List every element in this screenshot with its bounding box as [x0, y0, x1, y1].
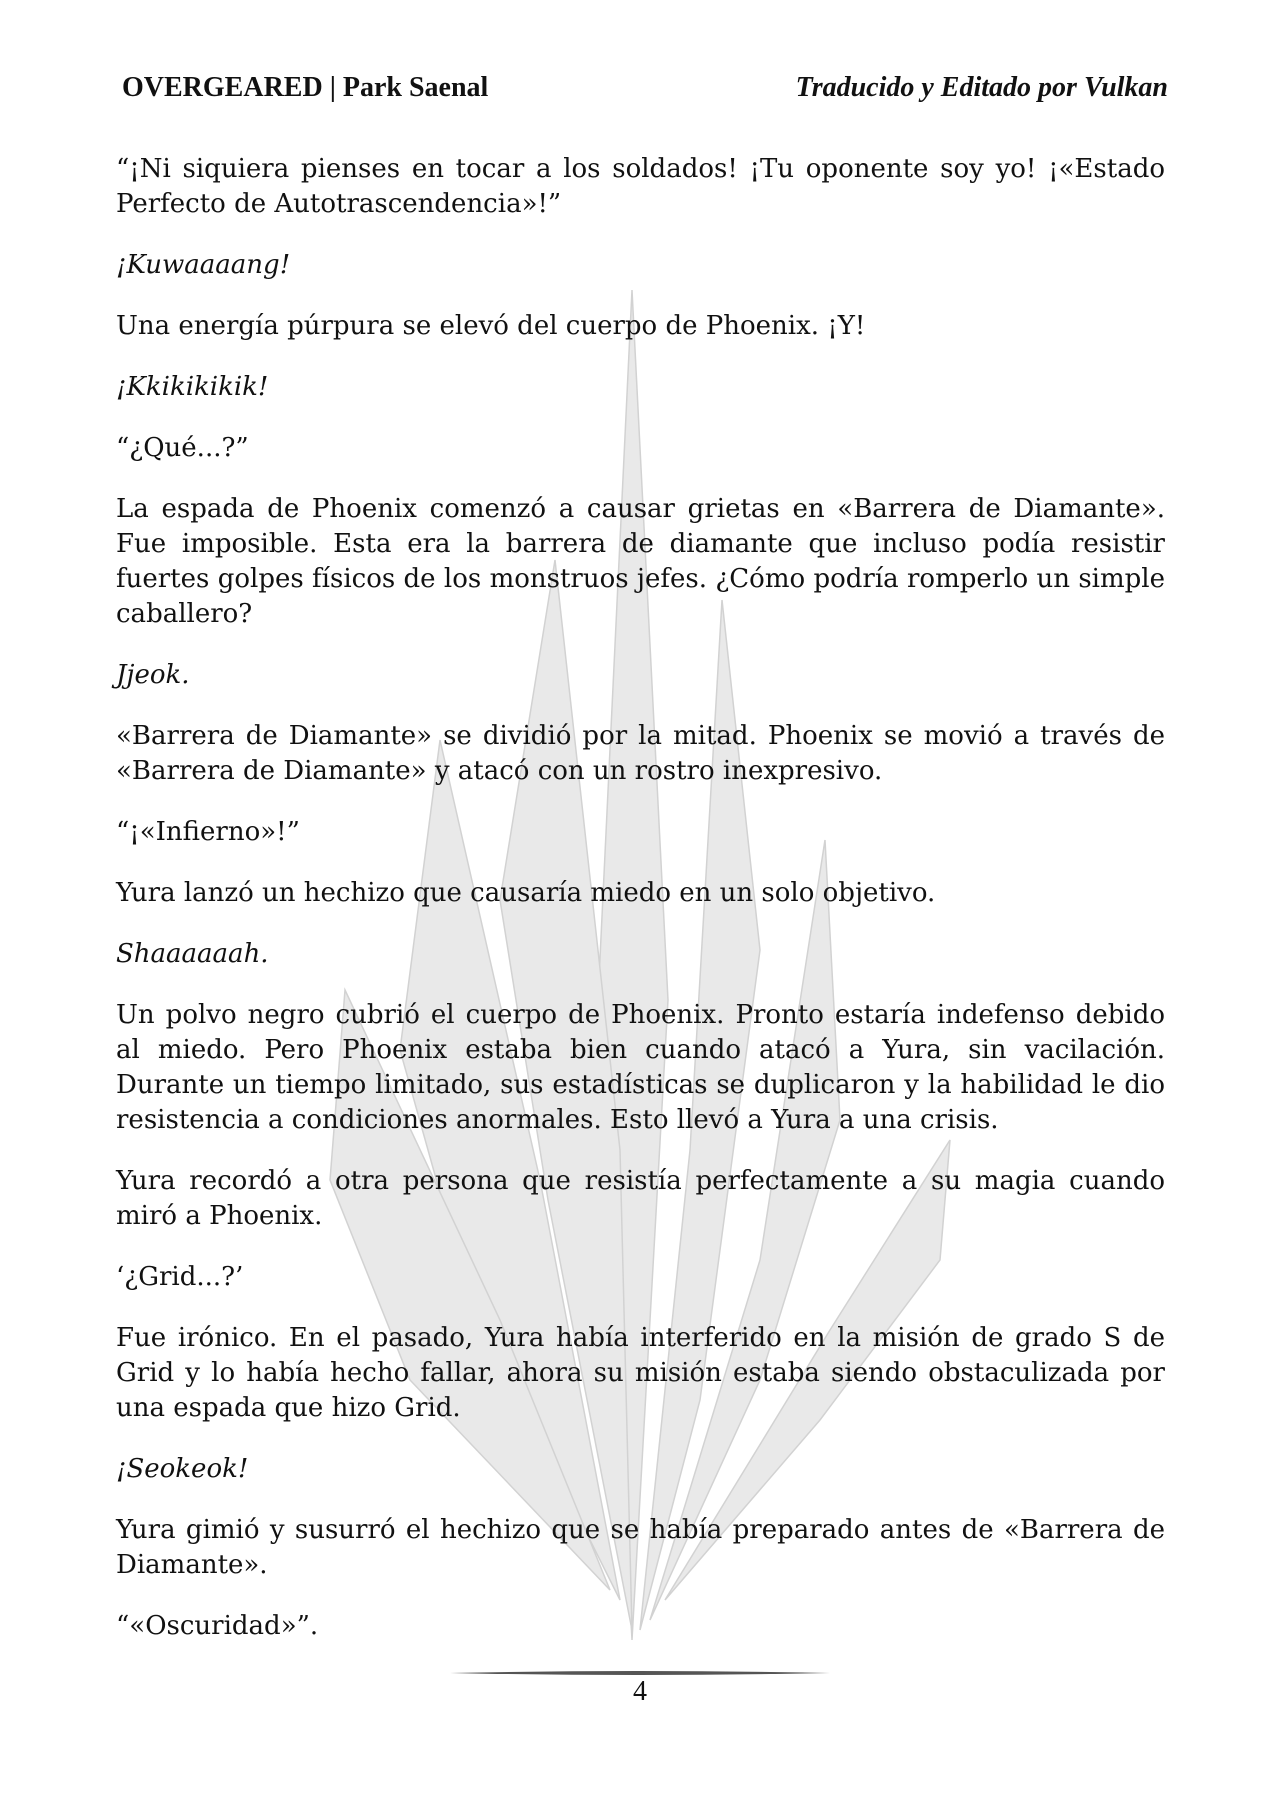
page-header	[122, 72, 1168, 112]
paragraph: Un polvo negro cubrió el cuerpo de Phoenix. Pronto estaría indefenso debido al miedo. Pero Phoenix estaba bien cuando atacó a Yura, sin vacilación. Durante un tiempo limitado, sus estadísticas se duplicaron y la habilidad le dio resistencia a condiciones anormales. Esto llevó a Yura a una crisis.	[116, 1000, 1165, 1135]
page-number: 4	[633, 1676, 647, 1707]
paragraph: “¡Ni siquiera pienses en tocar a los soldados! ¡Tu oponente soy yo! ¡«Estado Perfecto de Autotrascendencia»!”	[116, 154, 1165, 219]
paragraph: Una energía púrpura se elevó del cuerpo de Phoenix. ¡Y!	[116, 311, 866, 341]
paragraph: Yura lanzó un hechizo que causaría miedo en un solo objetivo.	[116, 878, 936, 908]
paragraph: “«Oscuridad»”.	[116, 1611, 319, 1641]
header-translator-credit: Traducido y Editado por Vulkan	[795, 72, 1168, 103]
paragraph: “¡«Infierno»!”	[116, 817, 300, 847]
paragraph: «Barrera de Diamante» se dividió por la mitad. Phoenix se movió a través de «Barrera de Diamante» y atacó con un rostro inexpresivo.	[116, 721, 1165, 786]
paragraph: Fue irónico. En el pasado, Yura había interferido en la misión de grado S de Grid y lo había hecho fallar, ahora su misión estaba siendo obstaculizada por una espada que hizo Grid.	[116, 1323, 1165, 1423]
sound-effect-paragraph: ¡Seokeok!	[116, 1454, 249, 1484]
chapter-body	[116, 152, 1165, 1670]
sound-effect-paragraph: Shaaaaaah.	[116, 939, 269, 969]
paragraph: ‘¿Grid...?’	[116, 1262, 244, 1292]
sound-effect-paragraph: ¡Kuwaaaang!	[116, 250, 291, 280]
sound-effect-paragraph: ¡Kkikikikik!	[116, 372, 269, 402]
header-book-title: OVERGEARED | Park Saenal	[122, 72, 489, 103]
paragraph: La espada de Phoenix comenzó a causar grietas en «Barrera de Diamante». Fue imposible. Esta era la barrera de diamante que incluso podía resistir fuertes golpes físicos de los monstruos jefes. ¿Cómo podría romperlo un simple caballero?	[116, 494, 1165, 629]
paragraph: “¿Qué...?”	[116, 433, 249, 463]
paragraph: Yura gimió y susurró el hechizo que se había preparado antes de «Barrera de Diamante».	[116, 1515, 1165, 1580]
sound-effect-paragraph: Jjeok.	[116, 660, 190, 690]
paragraph: Yura recordó a otra persona que resistía perfectamente a su magia cuando miró a Phoenix.	[116, 1166, 1165, 1231]
